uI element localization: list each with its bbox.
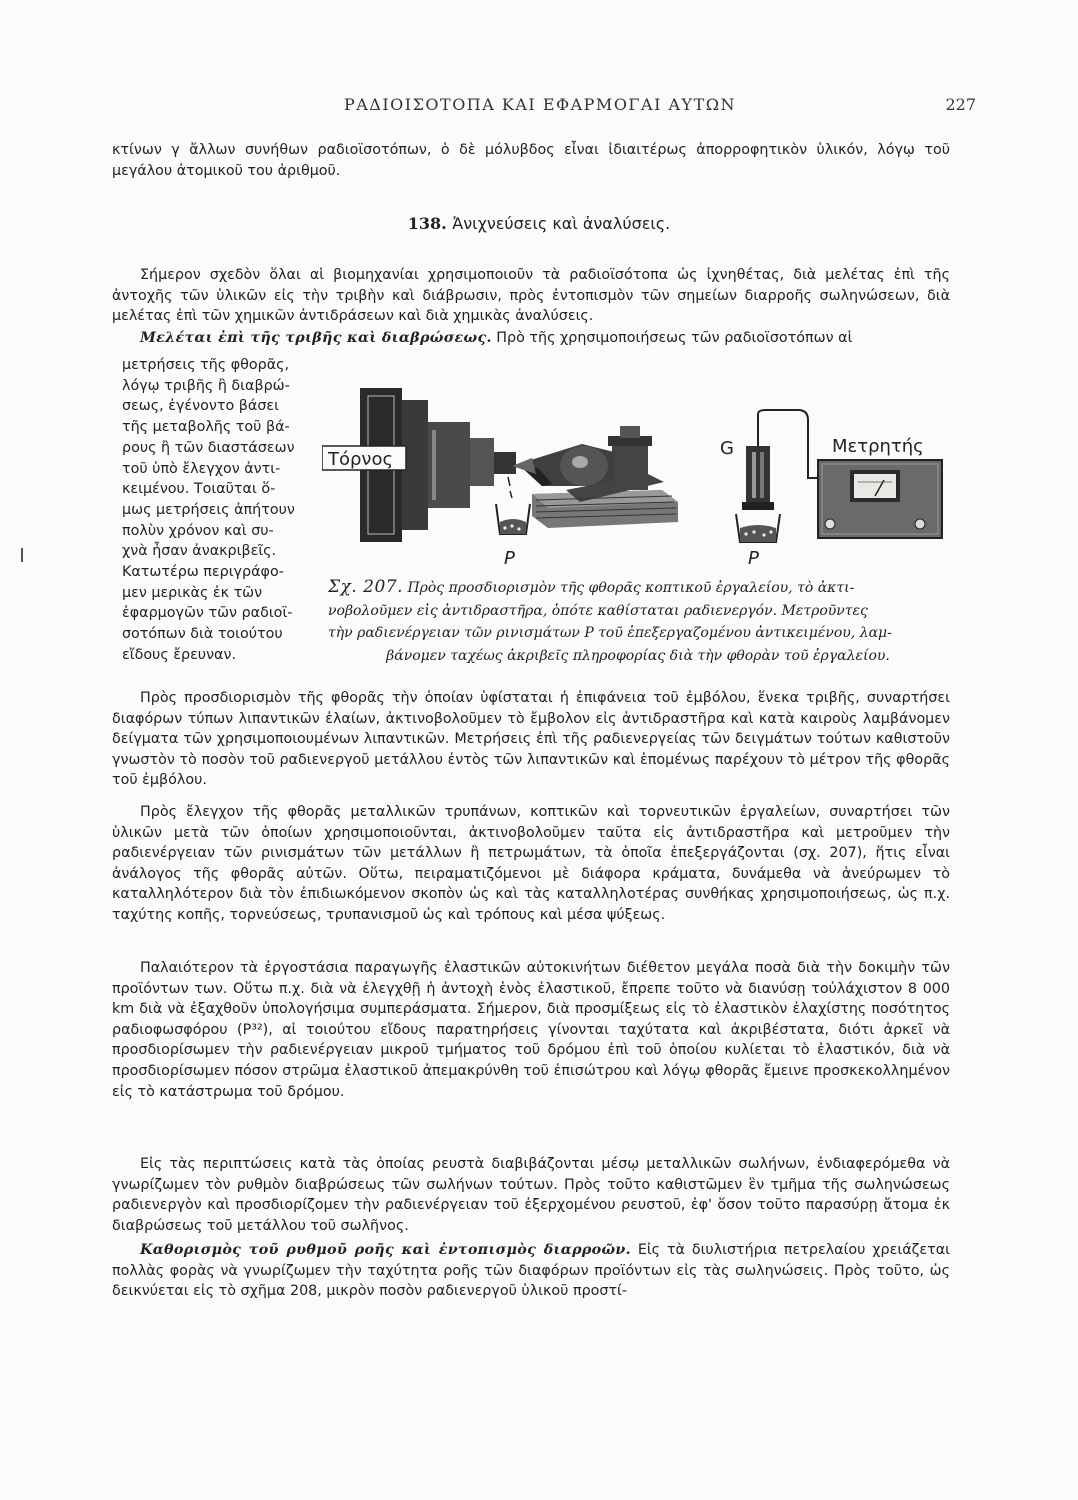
side-line: τῆς μεταβολῆς τοῦ βά-	[122, 419, 290, 436]
side-line: χνὰ ἦσαν ἀνακριβεῖς.	[122, 543, 277, 560]
paragraph-2-lead	[112, 328, 950, 349]
section-heading	[0, 214, 1078, 233]
paragraph-2-side-column	[122, 355, 332, 666]
side-line: ρους ἢ τῶν διαστάσεων	[122, 439, 295, 456]
running-head	[0, 95, 1078, 119]
side-line: σεως, ἐγένοντο βάσει	[122, 398, 279, 415]
caption-line-4: βάνομεν ταχέως ἀκριβεῖς πληροφορίας διὰ τὴν φθορὰν τοῦ ἐργαλείου.	[386, 647, 890, 664]
section-number: 138.	[407, 214, 447, 233]
label-p-1: P	[504, 548, 515, 569]
radiation-counter-icon	[818, 460, 942, 538]
page-number: 227	[945, 95, 976, 114]
side-line: ἐφαρμογῶν τῶν ραδιοϊ-	[122, 605, 293, 622]
section-title: Ἀνιχνεύσεις καὶ ἀναλύσεις.	[452, 214, 671, 233]
side-line: εἴδους ἔρευναν.	[122, 646, 237, 663]
paragraph-7-text: Εἰς τὰ διυλιστήρια πετρελαίου χρειάζεται πολλὰς φορὰς νὰ γνωρίζωμεν τὴν ταχύτητα ροῆς τῶν διαφόρων προϊόντων εἰς τὰς σωληνώσεις. Πρὸς τοῦτο, ὡς δεικνύεται εἰς τὸ σχῆμα 208, μικρὸν ποσὸν ραδιενεργοῦ ὑλικοῦ προστί-	[112, 1242, 950, 1300]
side-line: σοτόπων διὰ τοιούτου	[122, 626, 283, 643]
side-line: πολὺν χρόνον καὶ συ-	[122, 522, 274, 539]
lathe-label	[322, 446, 406, 470]
sample-cup-2-icon	[736, 514, 780, 542]
label-g: G	[720, 438, 734, 459]
side-line: τοῦ ὑπὸ ἔλεγχον ἀντι-	[122, 460, 281, 477]
figure-number: Σχ. 207.	[328, 577, 403, 597]
paragraph-2-heading: Μελέται ἐπὶ τῆς τριβῆς καὶ διαβρώσεως.	[140, 330, 492, 346]
side-line: Κατωτέρω περιγράφο-	[122, 564, 284, 581]
figure-207-illustration	[322, 382, 946, 572]
label-p-2: P	[748, 548, 759, 569]
caption-line-1	[328, 576, 948, 600]
caption-line-3: τὴν ραδιενέργειαν τῶν ρινισμάτων P τοῦ ἐπεξεργαζομένου ἀντικειμένου, λαμ-	[328, 625, 892, 641]
caption-line-2: νοβολοῦμεν εἰς ἀντιδραστῆρα, ὁπότε καθίσταται ραδιενεργόν. Μετροῦντες	[328, 602, 868, 619]
paragraph-2-lead-text: Πρὸ τῆς χρησιμοποιήσεως τῶν ραδιοϊσοτόπων αἱ	[496, 330, 853, 346]
running-title: ΡΑΔΙΟΙΣΟΤΟΠΑ ΚΑΙ ΕΦΑΡΜΟΓΑΙ ΑΥΤΩΝ	[343, 95, 737, 114]
sample-cup-1-icon	[496, 504, 530, 534]
paragraph-3: Πρὸς προσδιορισμὸν τῆς φθορᾶς τὴν ὁποίαν ὑφίσταται ἡ ἐπιφάνεια τοῦ ἐμβόλου, ἕνεκα τριβῆς, συναρτήσει διαφόρων τύπων λιπαντικῶν ἐλαίων, ἀκτινοβολοῦμεν τὸ ἔμβολον εἰς ἀντιδραστῆρα καὶ κατὰ καιροὺς λαμβάνομεν δείγματα τῶν χρησιμοποιουμένων λιπαντικῶν. Μετρήσεις ἐπὶ τῆς ραδιενεργείας τῶν δειγμάτων τούτων καθιστοῦν γνωστὸν τὸ ποσὸν τοῦ ραδιενεργοῦ μετάλλου ἐντὸς τῶν λιπαντικῶν καὶ ἑπομένως παρέχουν τὸ μέτρον τῆς φθορᾶς τοῦ ἐμβόλου.	[112, 690, 950, 789]
side-line: μεν μερικὰς ἐκ τῶν	[122, 584, 263, 601]
margin-mark	[21, 548, 23, 562]
side-line: κειμένου. Τοιαῦται ὅ-	[122, 481, 276, 498]
lathe-label-text: Τόρνος	[328, 449, 394, 470]
side-line: μετρήσεις τῆς φθορᾶς,	[122, 357, 290, 373]
side-line: μως μετρήσεις ἀπήτουν	[122, 501, 295, 518]
label-counter: Μετρητής	[832, 436, 924, 457]
figure-caption	[328, 576, 948, 667]
chips-stream	[508, 477, 512, 498]
paragraph-4: Πρὸς ἔλεγχον τῆς φθορᾶς μεταλλικῶν τρυπάνων, κοπτικῶν καὶ τορνευτικῶν ἐργαλείων, συναρτήσει τῶν ὑλικῶν μετὰ τῶν ὁποίων χρησιμοποιοῦνται, ἀκτινοβολοῦμεν ταῦτα εἰς ἀντιδραστῆρα καὶ μετροῦμεν τὴν ραδιενέργειαν τῶν ρινισμάτων τῶν μετάλλων ἢ πετρωμάτων, τὰ ὁποῖα ἐπεξεργάζονται (σχ. 207), ἥτις εἶναι ἀνάλογος τῆς φθορᾶς αὐτῶν. Οὕτω, πειραματιζόμενοι μὲ διάφορα κράματα, δυνάμεθα νὰ ἀνεύρωμεν τὸ καταλληλότερον διὰ τὸν ἐπιδιωκόμενον σκοπὸν ὡς καὶ τὰς καταλληλοτέρας συνθήκας χρησιμοποιήσεως, ὡς π.χ. ταχύτης κοπῆς, τορνεύσεως, τρυπανισμοῦ ὡς καὶ τρόπους καὶ μέσα ψύξεως.	[112, 804, 950, 923]
caption-line-1-text: Πρὸς προσδιορισμὸν τῆς φθορᾶς κοπτικοῦ ἐργαλείου, τὸ ἀκτι-	[407, 580, 855, 596]
paragraph-7-heading: Καθορισμὸς τοῦ ρυθμοῦ ροῆς καὶ ἐντοπισμὸς διαρροῶν.	[140, 1242, 631, 1258]
side-line: λόγῳ τριβῆς ἢ διαβρώ-	[122, 377, 290, 394]
intro-paragraph: κτίνων γ ἄλλων συνήθων ραδιοϊσοτόπων, ὁ δὲ μόλυβδος εἶναι ἰδιαιτέρως ἀπορροφητικὸν ὑλικόν, λόγῳ τοῦ μεγάλου ἀτομικοῦ του ἀριθμοῦ.	[112, 142, 950, 179]
geiger-tube-icon	[742, 410, 822, 510]
paragraph-7	[112, 1240, 950, 1302]
paragraph-1: Σήμερον σχεδὸν ὅλαι αἱ βιομηχανίαι χρησιμοποιοῦν τὰ ραδιοϊσότοπα ὡς ἰχνηθέτας, διὰ μελέτας ἐπὶ τῆς ἀντοχῆς τῶν ὑλικῶν εἰς τὴν τριβὴν καὶ διάβρωσιν, πρὸς ἐντοπισμὸν τῶν σημείων διαρροῆς σωληνώσεων, διὰ μελέτας ἐπὶ τῶν χημικῶν ἀντιδράσεων καὶ διὰ χημικὰς ἀναλύσεις.	[112, 267, 950, 325]
paragraph-6: Εἰς τὰς περιπτώσεις κατὰ τὰς ὁποίας ρευστὰ διαβιβάζονται μέσῳ μεταλλικῶν σωλήνων, ἐνδιαφερόμεθα νὰ γνωρίζωμεν τὸν ρυθμὸν διαβρώσεως τῶν σωλήνων τούτων. Πρὸς τοῦτο καθιστῶμεν ἓν τμῆμα τῆς σωληνώσεως ραδιενεργὸν καὶ προσδιορίζομεν τὴν ραδιενέργειαν τοῦ ἐξερχομένου ρευστοῦ, ἐφ' ὅσον τοῦτο παρασύρῃ ἄτομα ἐκ διαβρώσεως τοῦ μετάλλου τοῦ σωλῆνος.	[112, 1156, 950, 1234]
paragraph-5: Παλαιότερον τὰ ἐργοστάσια παραγωγῆς ἐλαστικῶν αὐτοκινήτων διέθετον μεγάλα ποσὰ διὰ τὴν δοκιμὴν τῶν προϊόντων των. Οὕτω π.χ. διὰ νὰ ἐλεγχθῇ ἡ ἀντοχὴ ἑνὸς ἐλαστικοῦ, ἔπρεπε τοῦτο νὰ διανύσῃ τοὐλάχιστον 8 000 km διὰ νὰ ἐξαχθοῦν ὑπολογήσιμα συμπεράσματα. Σήμερον, διὰ προσμίξεως εἰς τὸ ἐλαστικὸν ἐλαχίστης ποσότητος ραδιοφωσφόρου (P³²), αἱ τοιούτου εἴδους παρατηρήσεις γίνονται ταχύτατα καὶ ἀκριβέστατα, διότι ἀρκεῖ νὰ προσδιορίσωμεν τὴν ραδιενέργειαν μικροῦ τμήματος τοῦ δρόμου ἐπὶ τοῦ ὁποίου κυλίεται τὸ ἐλαστικόν, διὰ νὰ προσδιορίσωμεν πόσον στρῶμα ἐλαστικοῦ ἀπεμακρύνθη τοῦ ἐπισώτρου καὶ λόγῳ φθορᾶς ἔμεινε προσκεκολλημένον εἰς τὸ κατάστρωμα τοῦ δρόμου.	[112, 960, 950, 1100]
